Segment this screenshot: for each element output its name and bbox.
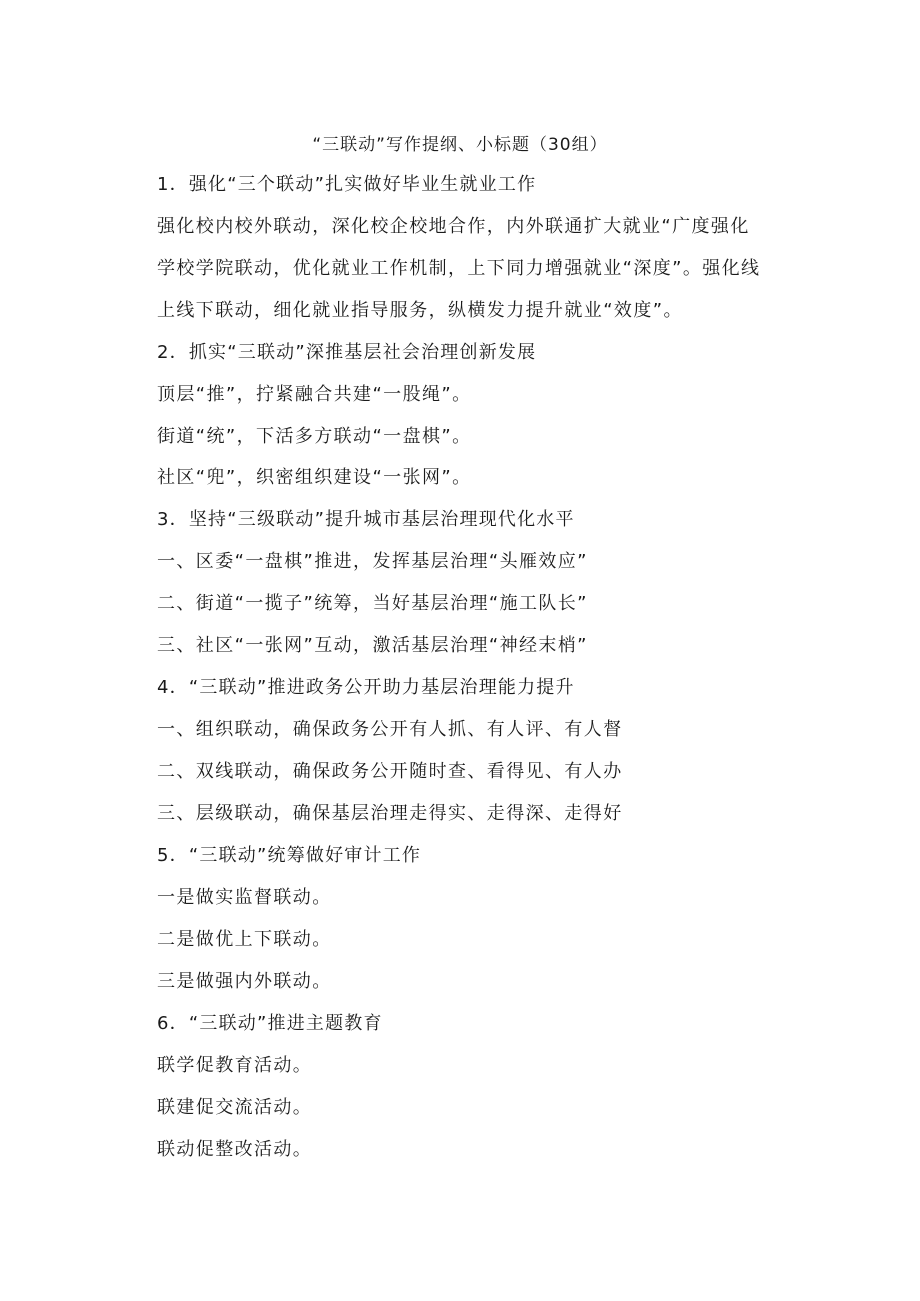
list-item: 联学促教育活动。 [157,1055,313,1076]
list-item: 二、双线联动，确保政务公开随时查、看得见、有人办 [157,761,623,782]
section-heading-1: 1．强化“三个联动”扎实做好毕业生就业工作 [157,174,537,195]
list-item: 社区“兜”，织密组织建设“一张网”。 [157,467,472,488]
paragraph-line: 强化校内校外联动，深化校企校地合作，内外联通扩大就业“广度强化 [157,216,750,237]
list-item: 顶层“推”，拧紧融合共建“一股绳”。 [157,384,472,405]
list-item: 三、层级联动，确保基层治理走得实、走得深、走得好 [157,803,623,824]
list-item: 二、街道“一揽子”统筹，当好基层治理“施工队长” [157,593,588,614]
section-heading-2: 2．抓实“三联动”深推基层社会治理创新发展 [157,342,537,363]
list-item: 三、社区“一张网”互动，激活基层治理“神经末梢” [157,635,588,656]
list-item: 联建促交流活动。 [157,1097,313,1118]
section-heading-5: 5．“三联动”统筹做好审计工作 [157,845,422,866]
list-item: 一是做实监督联动。 [157,887,332,908]
section-heading-6: 6．“三联动”推进主题教育 [157,1013,383,1034]
list-item: 一、组织联动，确保政务公开有人抓、有人评、有人督 [157,719,623,740]
list-item: 三是做强内外联动。 [157,971,332,992]
paragraph-line: 上线下联动，细化就业指导服务，纵横发力提升就业“效度”。 [157,300,683,321]
list-item: 联动促整改活动。 [157,1139,313,1160]
list-item: 街道“统”，下活多方联动“一盘棋”。 [157,426,472,447]
document-title: “三联动”写作提纲、小标题（30组） [312,135,608,155]
section-heading-4: 4．“三联动”推进政务公开助力基层治理能力提升 [157,677,575,698]
paragraph-line: 学校学院联动，优化就业工作机制，上下同力增强就业“深度”。强化线 [157,258,761,279]
list-item: 二是做优上下联动。 [157,929,332,950]
section-heading-3: 3．坚持“三级联动”提升城市基层治理现代化水平 [157,509,575,530]
list-item: 一、区委“一盘棋”推进，发挥基层治理“头雁效应” [157,551,588,572]
